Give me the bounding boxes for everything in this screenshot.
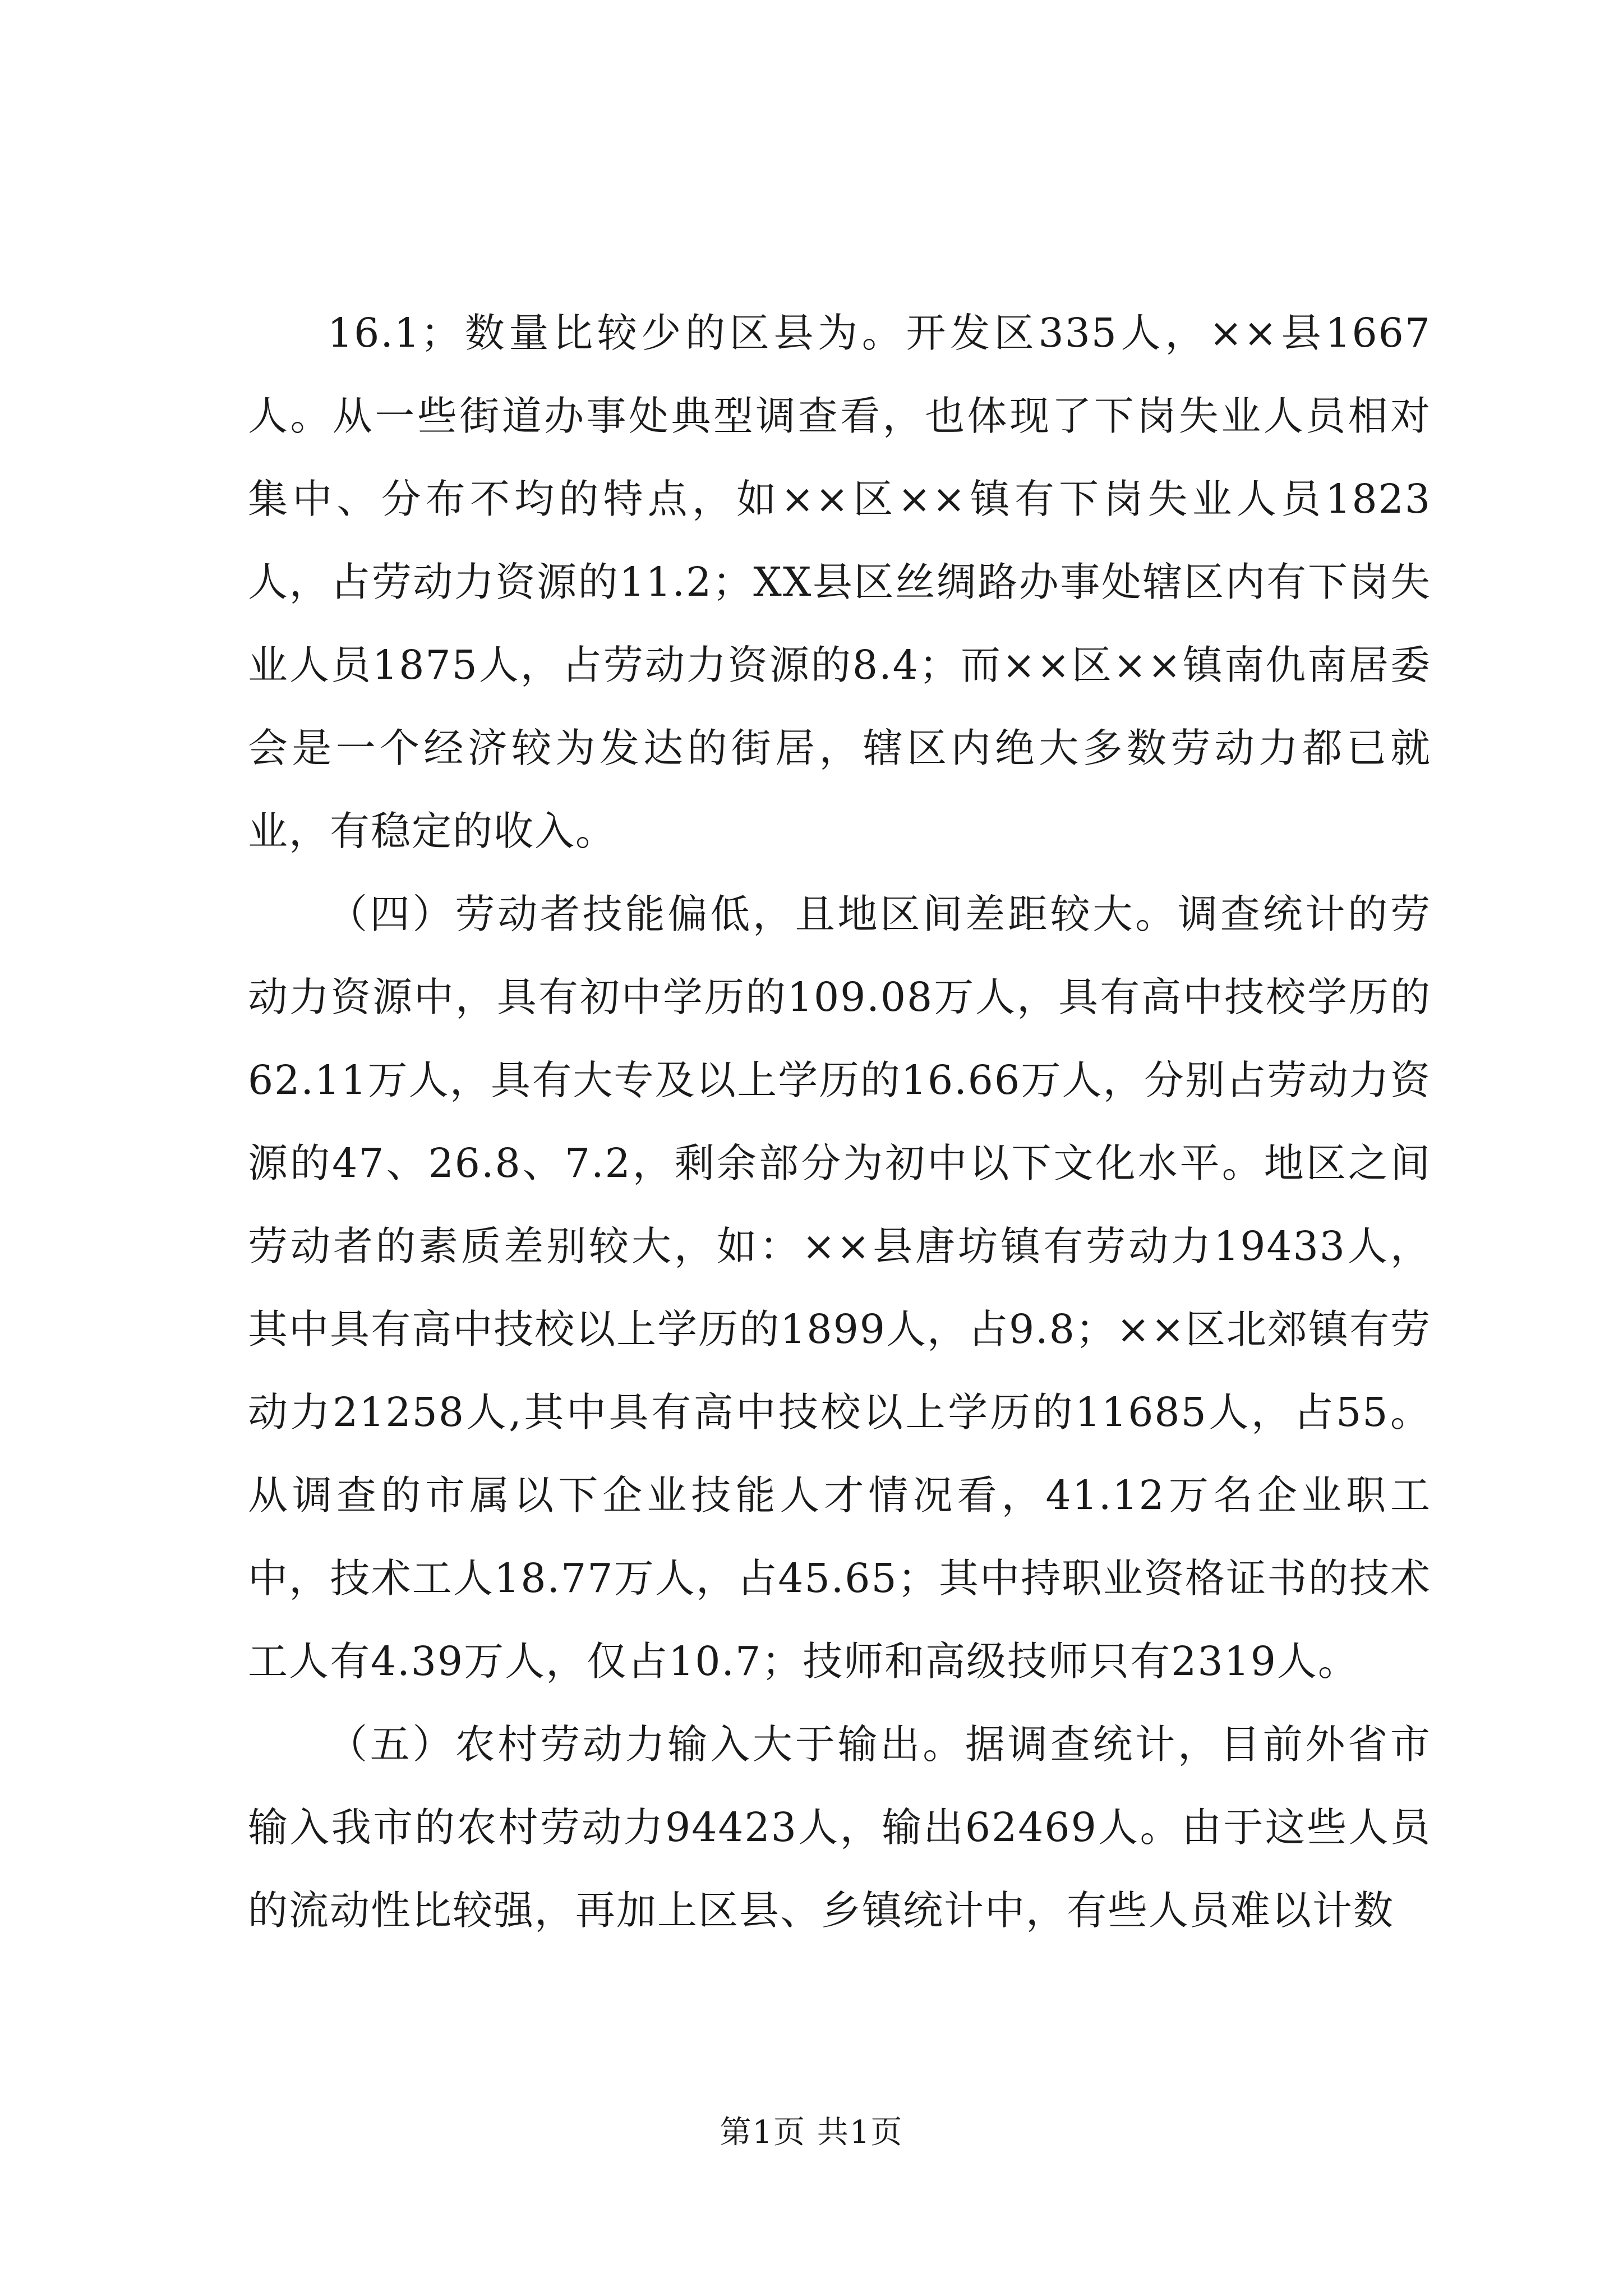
- paragraph-section-four: （四）劳动者技能偏低，且地区间差距较大。调查统计的劳动力资源中，具有初中学历的109.08万人，具有高中技校学历的62.11万人，具有大专及以上学历的16.66万人，分别占劳动力资源的47、26.8、7.2，剩余部分为初中以下文化水平。地区之间劳动者的素质差别较大，如：××县唐坊镇有劳动力19433人，其中具有高中技校以上学历的1899人，占9.8；××区北郊镇有劳动力21258人,其中具有高中技校以上学历的11685人，占55。从调查的市属以下企业技能人才情况看，41.12万名企业职工中，技术工人18.77万人，占45.65；其中持职业资格证书的技术工人有4.39万人，仅占10.7；技师和高级技师只有2319人。: [248, 891, 1431, 1685]
- page-footer: 第1页 共1页: [720, 2114, 903, 2151]
- document-body: [248, 292, 1431, 1952]
- paragraph-section-five: （五）农村劳动力输入大于输出。据调查统计，目前外省市输入我市的农村劳动力94423人，输出62469人。由于这些人员的流动性比较强，再加上区县、乡镇统计中，有些人员难以计数: [248, 1721, 1431, 1934]
- paragraph-continuation: 16.1；数量比较少的区县为。开发区335人，××县1667人。从一些街道办事处典型调查看，也体现了下岗失业人员相对集中、分布不均的特点，如××区××镇有下岗失业人员1823人，占劳动力资源的11.2；XX县区丝绸路办事处辖区内有下岗失业人员1875人，占劳动力资源的8.4；而××区××镇南仇南居委会是一个经济较为发达的街居，辖区内绝大多数劳动力都已就业，有稳定的收入。: [248, 310, 1431, 854]
